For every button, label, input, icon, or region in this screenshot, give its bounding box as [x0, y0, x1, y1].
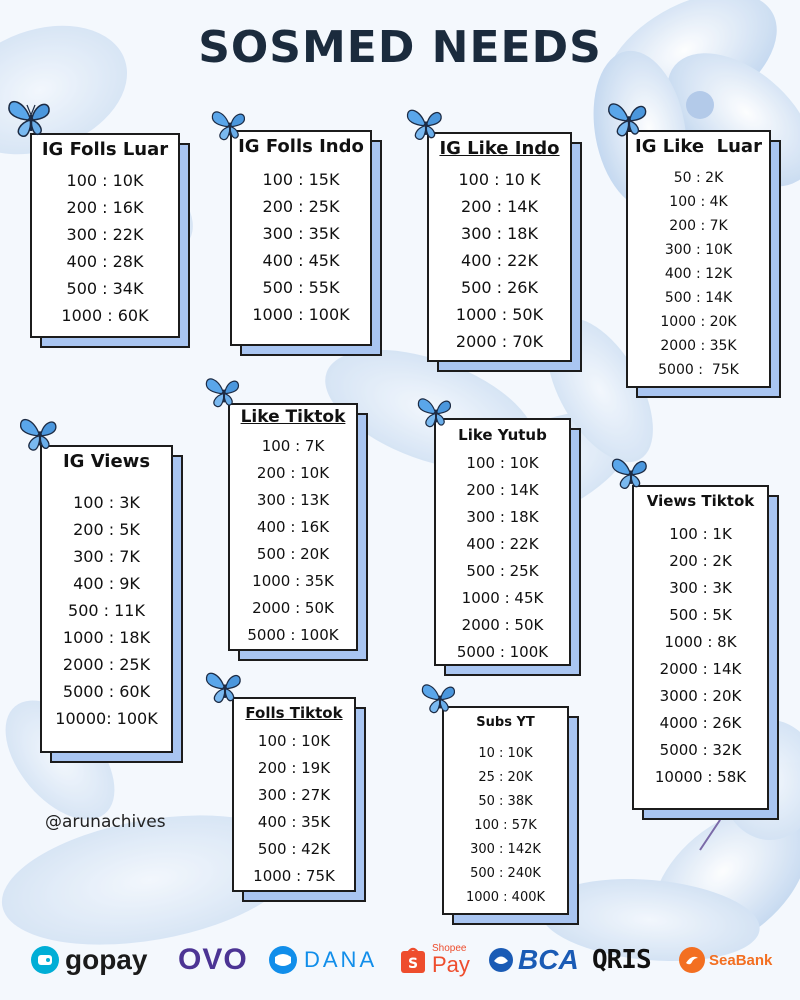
- price-item: 3000 : 20K: [659, 687, 742, 705]
- price-list: [42, 489, 171, 732]
- price-item: 200 : 5K: [73, 520, 140, 539]
- butterfly-icon: [204, 372, 244, 412]
- price-card-ig-views: [40, 445, 173, 753]
- price-item: 300 : 18K: [466, 508, 539, 526]
- butterfly-icon: [18, 412, 62, 456]
- price-item: 400 : 22K: [461, 251, 538, 270]
- gopay-icon: [30, 945, 60, 975]
- price-item: 4000 : 26K: [659, 714, 742, 732]
- price-item: 400 : 35K: [257, 813, 331, 831]
- price-list: [429, 166, 570, 355]
- price-list: [444, 742, 567, 910]
- price-item: 2000 : 50K: [461, 616, 544, 634]
- price-item: 100 : 15K: [262, 170, 340, 189]
- price-item: 300 : 13K: [256, 491, 330, 509]
- price-item: 100 : 1K: [669, 525, 732, 543]
- price-item: 200 : 14K: [461, 197, 538, 216]
- price-item: 50 : 2K: [673, 170, 724, 186]
- price-item: 500 : 26K: [461, 278, 538, 297]
- bca-logo: [488, 935, 579, 985]
- price-item: 300 : 27K: [257, 786, 331, 804]
- price-item: 5000 : 75K: [658, 362, 739, 378]
- butterfly-icon: [210, 105, 250, 145]
- price-item: 100 : 3K: [73, 493, 140, 512]
- price-item: 400 : 9K: [73, 574, 140, 593]
- price-item: 5000 : 100K: [247, 626, 339, 644]
- price-item: 400 : 28K: [66, 252, 144, 271]
- card-title: Subs YT: [476, 715, 535, 730]
- price-item: 10000: 100K: [55, 709, 158, 728]
- price-card-ig-folls-indo: [230, 130, 372, 346]
- dana-logo: [268, 935, 377, 985]
- price-item: 200 : 19K: [257, 759, 331, 777]
- price-item: 1000 : 50K: [455, 305, 544, 324]
- butterfly-icon: [606, 96, 652, 142]
- page-title: SOSMED NEEDS: [198, 22, 602, 73]
- card-title: Like Tiktok: [240, 407, 346, 427]
- price-item: 10000 : 58K: [654, 768, 747, 786]
- butterfly-icon: [405, 103, 447, 145]
- price-item: 300 : 35K: [262, 224, 340, 243]
- butterfly-icon: [416, 392, 456, 432]
- price-card-subs-yt: [442, 706, 569, 915]
- qris-logo: [592, 935, 651, 985]
- price-item: 2000 : 25K: [62, 655, 151, 674]
- price-card-views-tiktok: [632, 485, 769, 810]
- price-card-ig-like-indo: [427, 132, 572, 362]
- price-item: 2000 : 70K: [455, 332, 544, 351]
- price-item: 400 : 12K: [664, 266, 733, 282]
- price-item: 100 : 57K: [474, 818, 537, 833]
- dana-icon: [268, 945, 298, 975]
- price-item: 5000 : 60K: [62, 682, 151, 701]
- shopeepay-logo: [398, 935, 470, 985]
- price-item: 500 : 34K: [66, 279, 144, 298]
- price-list: [32, 167, 178, 329]
- price-card-ig-like-luar: [626, 130, 771, 388]
- price-item: 50 : 38K: [478, 794, 533, 809]
- svg-text:S: S: [407, 956, 419, 972]
- price-item: 200 : 14K: [466, 481, 539, 499]
- price-item: 1000 : 45K: [461, 589, 544, 607]
- price-item: 100 : 10K: [257, 732, 331, 750]
- price-card-like-tiktok: [228, 403, 358, 651]
- shopeepay-small-text: Shopee: [432, 943, 467, 954]
- price-item: 200 : 25K: [262, 197, 340, 216]
- price-item: 100 : 10 K: [458, 170, 541, 189]
- payment-methods: [0, 935, 800, 990]
- price-item: 1000 : 20K: [660, 314, 737, 330]
- price-item: 300 : 22K: [66, 225, 144, 244]
- price-item: 5000 : 32K: [659, 741, 742, 759]
- card-title: Views Tiktok: [646, 492, 755, 510]
- card-title: IG Like Indo: [439, 138, 560, 159]
- card-title: Like Yutub: [458, 426, 547, 444]
- price-item: 400 : 22K: [466, 535, 539, 553]
- ovo-logo: [178, 935, 248, 985]
- butterfly-icon: [6, 93, 56, 143]
- gopay-text: gopay: [65, 944, 148, 975]
- price-item: 2000 : 14K: [659, 660, 742, 678]
- card-title: IG Views: [62, 451, 151, 472]
- butterfly-icon: [204, 666, 246, 708]
- bca-icon: [488, 947, 514, 973]
- price-item: 500 : 20K: [256, 545, 330, 563]
- shopeepay-icon: [398, 945, 428, 975]
- price-card-ig-folls-luar: [30, 133, 180, 338]
- price-item: 2000 : 35K: [660, 338, 737, 354]
- price-list: [234, 728, 354, 890]
- price-item: 200 : 10K: [256, 464, 330, 482]
- price-item: 100 : 10K: [466, 454, 539, 472]
- price-item: 100 : 4K: [669, 194, 728, 210]
- gopay-logo: [30, 935, 147, 985]
- price-list: [436, 450, 569, 666]
- shopeepay-big-text: Pay: [432, 952, 470, 977]
- price-item: 300 : 18K: [461, 224, 538, 243]
- price-item: 500 : 14K: [664, 290, 733, 306]
- price-item: 10 : 10K: [478, 746, 533, 761]
- price-item: 200 : 7K: [669, 218, 728, 234]
- price-card-folls-tiktok: [232, 697, 356, 892]
- seabank-icon: [678, 946, 706, 974]
- price-item: 500 : 5K: [669, 606, 732, 624]
- card-title: Folls Tiktok: [245, 704, 343, 722]
- price-item: 300 : 142K: [470, 842, 541, 857]
- price-item: 1000 : 100K: [252, 305, 350, 324]
- price-item: 200 : 16K: [66, 198, 144, 217]
- price-item: 100 : 10K: [66, 171, 144, 190]
- bca-text: BCA: [518, 944, 579, 975]
- price-item: 500 : 42K: [257, 840, 331, 858]
- price-item: 300 : 3K: [669, 579, 732, 597]
- price-list: [628, 166, 769, 382]
- price-item: 400 : 16K: [256, 518, 330, 536]
- price-list: [634, 521, 767, 791]
- price-item: 400 : 45K: [262, 251, 340, 270]
- price-item: 1000 : 35K: [252, 572, 334, 590]
- price-item: 2000 : 50K: [252, 599, 334, 617]
- card-title: IG Folls Indo: [238, 136, 364, 157]
- card-title: IG Folls Luar: [41, 139, 169, 160]
- price-item: 500 : 240K: [470, 866, 541, 881]
- price-list: [230, 433, 356, 649]
- price-item: 25 : 20K: [478, 770, 533, 785]
- price-item: 5000 : 100K: [456, 643, 549, 661]
- butterfly-icon: [420, 678, 460, 718]
- butterfly-icon: [610, 452, 652, 494]
- price-item: 1000 : 60K: [61, 306, 149, 325]
- price-item: 500 : 55K: [262, 278, 340, 297]
- seabank-text: SeaBank: [709, 951, 773, 969]
- price-item: 100 : 7K: [261, 437, 325, 455]
- price-item: 200 : 2K: [669, 552, 732, 570]
- dana-text: DANA: [304, 947, 378, 972]
- card-title: IG Like Luar: [635, 136, 762, 157]
- ovo-text: OVO: [178, 943, 248, 976]
- seabank-logo: [678, 935, 772, 985]
- price-item: 300 : 7K: [73, 547, 140, 566]
- qris-text: QRIS: [592, 945, 651, 975]
- price-list: [232, 166, 370, 328]
- price-card-like-yutub: [434, 418, 571, 666]
- price-item: 1000 : 18K: [62, 628, 151, 647]
- instagram-handle: @arunachives: [45, 812, 166, 832]
- price-item: 1000 : 75K: [253, 867, 335, 885]
- price-item: 500 : 25K: [466, 562, 539, 580]
- price-item: 1000 : 400K: [465, 890, 546, 905]
- price-item: 1000 : 8K: [664, 633, 737, 651]
- price-item: 500 : 11K: [68, 601, 145, 620]
- price-item: 300 : 10K: [664, 242, 733, 258]
